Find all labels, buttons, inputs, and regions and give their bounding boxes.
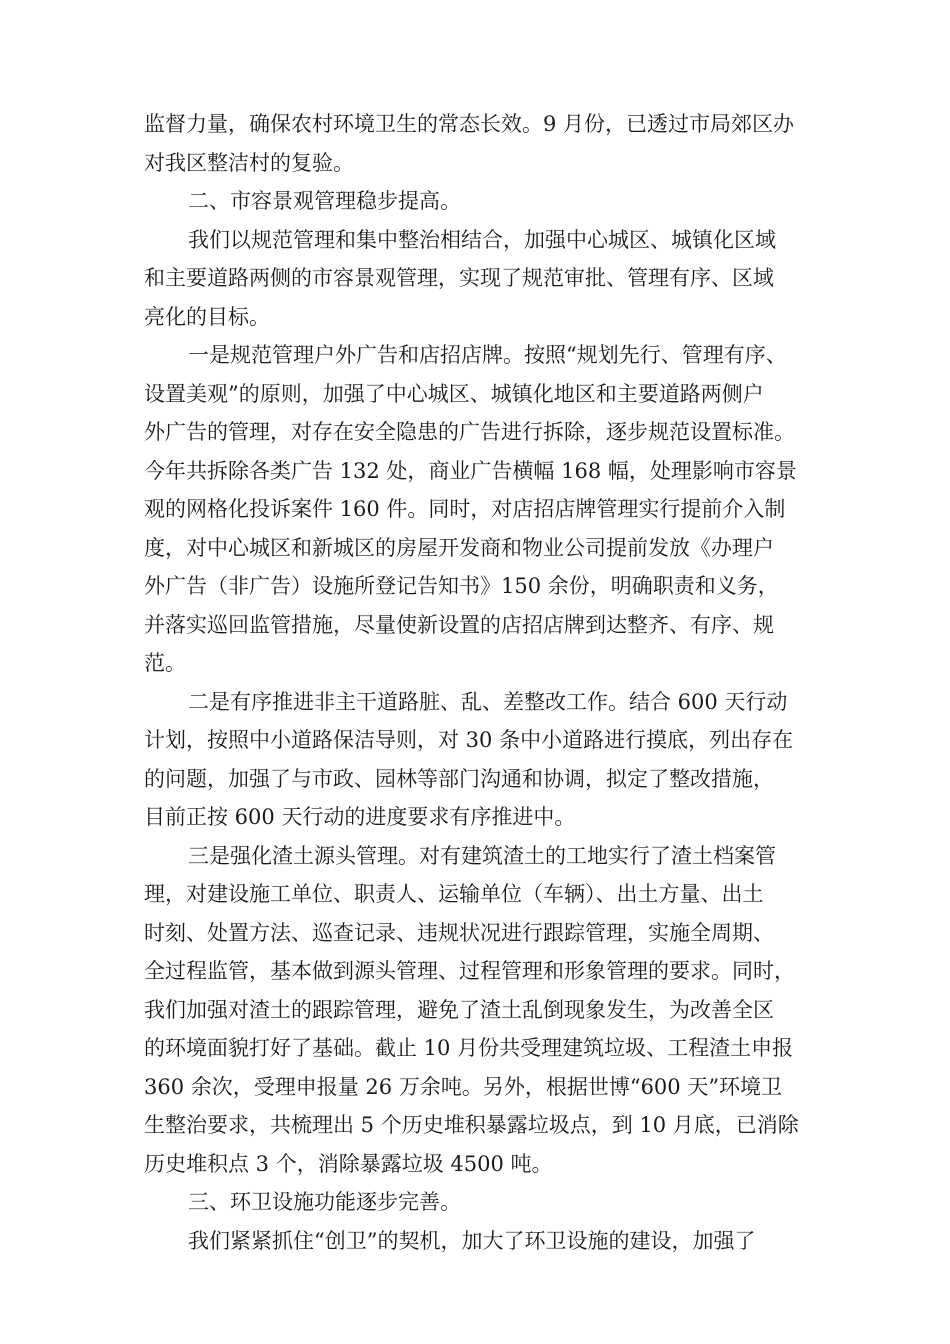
text-line: 360 余次，受理申报量 26 万余吨。另外，根据世博“600 天”环境卫 (144, 1074, 783, 1099)
text-line: 我们以规范管理和集中整治相结合，加强中心城区、城镇化区域 (188, 227, 776, 252)
text-line: 观的网格化投诉案件 160 件。同时，对店招店牌管理实行提前介入制 (144, 497, 786, 521)
text-line: 三、环卫设施功能逐步完善。 (188, 1190, 461, 1214)
text-line: 和主要道路两侧的市容景观管理，实现了规范审批、管理有序、区域 (144, 266, 774, 290)
text-line: 三是强化渣土源头管理。对有建筑渣土的工地实行了渣土档案管 (188, 843, 776, 868)
text-line: 设置美观”的原则，加强了中心城区、城镇化地区和主要道路两侧户 (144, 381, 764, 406)
text-line: 理，对建设施工单位、职责人、运输单位（车辆）、出土方量、出土 (144, 882, 764, 906)
text-line: 的问题，加强了与市政、园林等部门沟通和协调，拟定了整改措施， (144, 766, 774, 791)
document-body (144, 105, 824, 1260)
text-line: 生整治要求，共梳理出 5 个历史堆积暴露垃圾点，到 10 月底，已消除 (144, 1113, 799, 1137)
text-line: 计划，按照中小道路保洁导则，对 30 条中小道路进行摸底，列出存在 (144, 728, 794, 752)
text-line: 外广告（非广告）设施所登记告知书》150 余份，明确职责和义务， (144, 574, 779, 598)
text-line: 的环境面貌打好了基础。截止 10 月份共受理建筑垃圾、工程渣土申报 (144, 1036, 794, 1060)
text-line: 二、市容景观管理稳步提高。 (188, 189, 461, 213)
text-line: 并落实巡回监管措施，尽量使新设置的店招店牌到达整齐、有序、规 (144, 612, 774, 637)
text-line: 外广告的管理，对存在安全隐患的广告进行拆除，逐步规范设置标准。 (144, 420, 795, 444)
text-line: 范。 (144, 651, 186, 675)
text-line: 历史堆积点 3 个，消除暴露垃圾 4500 吨。 (144, 1151, 553, 1176)
text-line: 度，对中心城区和新城区的房屋开发商和物业公司提前发放《办理户 (144, 535, 774, 560)
text-line: 亮化的目标。 (144, 304, 270, 329)
text-line: 对我区整洁村的复验。 (144, 150, 354, 175)
text-line: 全过程监管，基本做到源头管理、过程管理和形象管理的要求。同时， (144, 959, 795, 983)
text-line: 我们加强对渣土的跟踪管理，避免了渣土乱倒现象发生，为改善全区 (144, 997, 774, 1022)
text-line: 一是规范管理户外广告和店招店牌。按照“规划先行、管理有序、 (188, 343, 787, 367)
text-line: 二是有序推进非主干道路脏、乱、差整改工作。结合 600 天行动 (188, 689, 788, 714)
text-line: 监督力量，确保农村环境卫生的常态长效。9 月份，已透过市局郊区办 (144, 112, 795, 136)
text-line: 目前正按 600 天行动的进度要求有序推进中。 (144, 805, 576, 829)
text-line: 我们紧紧抓住“创卫”的契机，加大了环卫设施的建设，加强了 (188, 1228, 756, 1253)
text-line: 今年共拆除各类广告 132 处，商业广告横幅 168 幅，处理影响市容景 (144, 458, 797, 483)
text-line: 时刻、处置方法、巡查记录、违规状况进行跟踪管理，实施全周期、 (144, 920, 774, 945)
